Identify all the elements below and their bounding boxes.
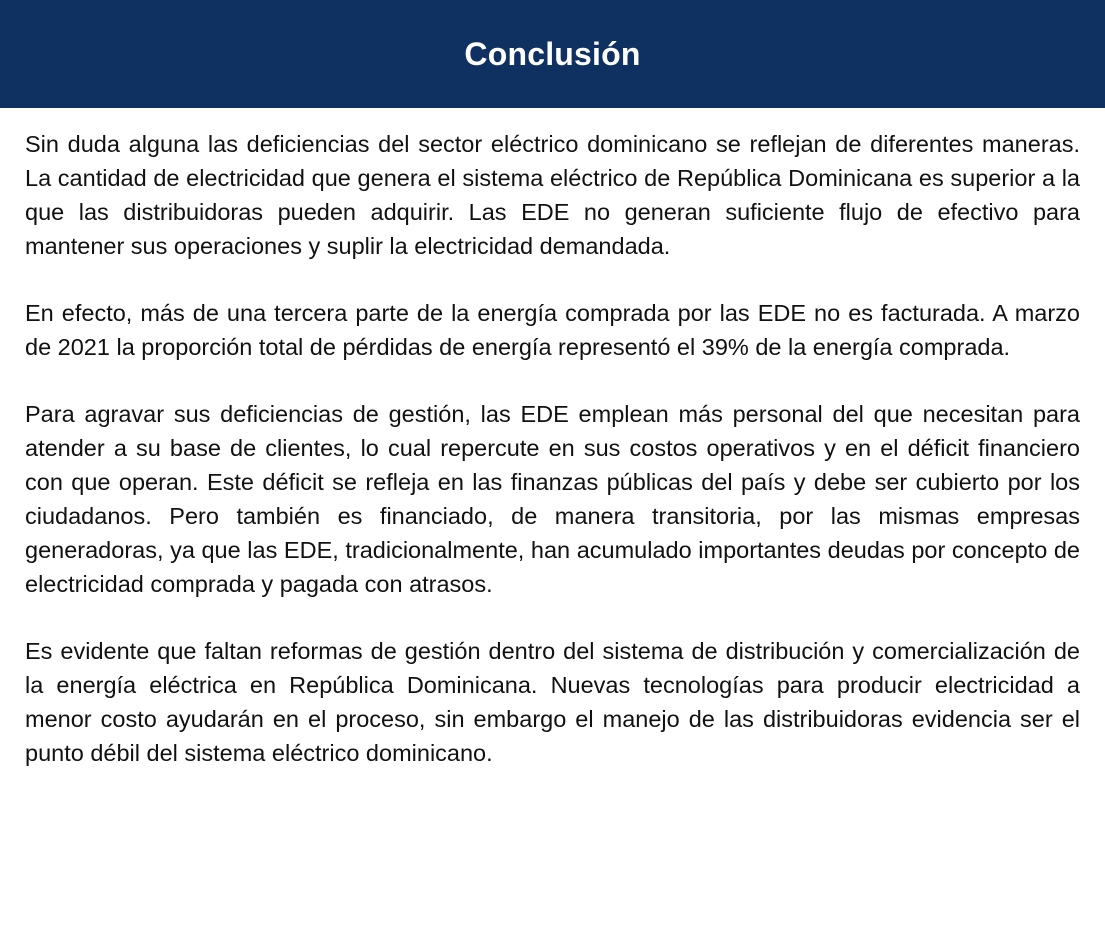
paragraph-3: Para agravar sus deficiencias de gestión, las EDE emplean más personal del que necesitan para atender a su base de clientes, lo cual repercute en sus costos operativos y en el déficit financiero con que operan. Este déficit se refleja en las finanzas públicas del país y debe ser cubierto por los ciudadanos. Pero también es financiado, de manera transitoria, por las mismas empresas generadoras, ya que las EDE, tradicionalmente, han acumulado importantes deudas por concepto de electricidad comprada y pagada con atrasos. [25, 401, 1080, 597]
body-text [0, 108, 1105, 770]
title-banner [0, 0, 1105, 108]
page-title: Conclusión [464, 35, 641, 72]
paragraph-2: En efecto, más de una tercera parte de la energía comprada por las EDE no es facturada. A marzo de 2021 la proporción total de pérdidas de energía representó el 39% de la energía comprada. [25, 300, 1080, 360]
paragraph-1: Sin duda alguna las deficiencias del sector eléctrico dominicano se reflejan de diferentes maneras. La cantidad de electricidad que genera el sistema eléctrico de República Dominicana es superior a la que las distribuidoras pueden adquirir. Las EDE no generan suficiente flujo de efectivo para mantener sus operaciones y suplir la electricidad demandada. [25, 131, 1080, 259]
paragraph-4: Es evidente que faltan reformas de gestión dentro del sistema de distribución y comercialización de la energía eléctrica en República Dominicana. Nuevas tecnologías para producir electricidad a menor costo ayudarán en el proceso, sin embargo el manejo de las distribuidoras evidencia ser el punto débil del sistema eléctrico dominicano. [25, 638, 1080, 766]
